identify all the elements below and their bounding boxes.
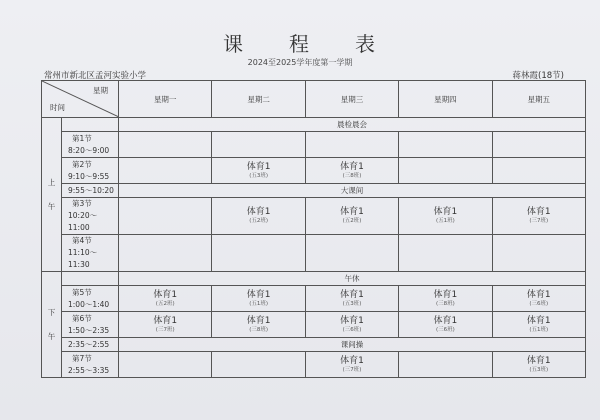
period-name: 第1节 bbox=[72, 133, 92, 143]
morning-char-1: 上 bbox=[47, 177, 56, 187]
period-time: 10:20～11:00 bbox=[68, 211, 98, 232]
cell-class: (三8班) bbox=[342, 172, 362, 179]
day-header-wed: 星期三 bbox=[305, 81, 398, 118]
cell-class: (五1班) bbox=[435, 218, 455, 224]
schedule-cell bbox=[492, 352, 585, 378]
period-row-3 bbox=[42, 198, 586, 235]
schedule-cell bbox=[492, 235, 585, 272]
cell-class: (三6班) bbox=[435, 326, 455, 333]
schedule-cell bbox=[212, 312, 305, 338]
period-name: 第6节 bbox=[72, 313, 92, 323]
schedule-cell bbox=[119, 158, 212, 184]
school-name: 常州市新北区孟河实验小学 bbox=[44, 71, 147, 81]
schedule-cell bbox=[305, 286, 398, 312]
cell-subject: 体育1 bbox=[153, 315, 178, 326]
period-row-5 bbox=[42, 286, 586, 312]
exercise-break-time: 2:35～2:55 bbox=[62, 338, 119, 352]
schedule-cell bbox=[119, 312, 212, 338]
period-time: 8:20～9:00 bbox=[68, 145, 110, 155]
cell-subject: 体育1 bbox=[246, 207, 271, 217]
day-header-thu: 星期四 bbox=[399, 81, 492, 118]
cell-class: (三7班) bbox=[155, 326, 175, 333]
schedule-cell bbox=[212, 352, 305, 378]
period-time: 1:00～1:40 bbox=[68, 299, 110, 309]
cell-class: (三7班) bbox=[342, 366, 362, 373]
schedule-cell bbox=[399, 198, 492, 235]
cell-subject: 体育1 bbox=[246, 315, 271, 326]
period-name: 第4节 bbox=[72, 236, 92, 245]
page-title bbox=[0, 28, 600, 57]
afternoon-label bbox=[42, 272, 62, 378]
noon-break-row bbox=[42, 272, 586, 286]
cell-subject: 体育1 bbox=[340, 207, 364, 217]
schedule-cell bbox=[399, 235, 492, 272]
header-corner bbox=[42, 81, 119, 118]
cell-class: (三7班) bbox=[529, 218, 549, 224]
period-row-6 bbox=[42, 312, 586, 338]
morning-break-label: 晨检晨会 bbox=[119, 118, 586, 132]
day-header-tue: 星期二 bbox=[212, 81, 305, 118]
period-name: 第7节 bbox=[72, 353, 92, 363]
big-break-time: 9:55～10:20 bbox=[62, 184, 119, 198]
schedule-cell bbox=[492, 312, 585, 338]
cell-subject: 体育1 bbox=[433, 315, 458, 326]
afternoon-char-2: 午 bbox=[47, 331, 56, 341]
noon-break-time bbox=[62, 272, 119, 286]
period-time: 2:55～3:35 bbox=[68, 365, 110, 375]
cell-subject: 体育1 bbox=[246, 161, 271, 172]
schedule-cell bbox=[119, 198, 212, 235]
period-row-2 bbox=[42, 158, 586, 184]
cell-subject: 体育1 bbox=[526, 355, 551, 366]
period-row-1 bbox=[42, 132, 586, 158]
cell-subject: 体育1 bbox=[340, 161, 364, 172]
morning-char-2: 午 bbox=[47, 201, 56, 211]
cell-subject: 体育1 bbox=[153, 289, 178, 300]
cell-class: (五3班) bbox=[342, 300, 362, 307]
schedule-cell bbox=[305, 158, 398, 184]
schedule-cell bbox=[305, 235, 398, 272]
title-char-3: 表 bbox=[355, 32, 377, 56]
period-label bbox=[62, 132, 119, 158]
schedule-cell bbox=[492, 132, 585, 158]
day-header-mon: 星期一 bbox=[119, 81, 212, 118]
schedule-cell bbox=[119, 352, 212, 378]
schedule-cell bbox=[399, 132, 492, 158]
cell-class: (五2班) bbox=[342, 218, 362, 224]
title-char-2: 程 bbox=[289, 32, 311, 56]
cell-subject: 体育1 bbox=[526, 315, 551, 326]
period-label bbox=[62, 235, 119, 272]
schedule-cell bbox=[399, 352, 492, 378]
morning-label bbox=[42, 118, 62, 272]
cell-class: (三6班) bbox=[342, 326, 362, 333]
cell-class: (五2班) bbox=[155, 300, 175, 307]
period-time: 11:10～11:30 bbox=[68, 248, 98, 269]
period-label bbox=[62, 286, 119, 312]
period-name: 第2节 bbox=[72, 159, 92, 169]
corner-label-time: 时间 bbox=[50, 103, 65, 112]
big-break-label: 大课间 bbox=[119, 184, 586, 198]
schedule-cell bbox=[119, 132, 212, 158]
school-year: 2024至2025学年度第一学期 bbox=[247, 58, 353, 67]
schedule-cell bbox=[212, 198, 305, 235]
period-row-4 bbox=[42, 235, 586, 272]
header-row bbox=[42, 81, 586, 118]
cell-class: (三8班) bbox=[435, 300, 455, 307]
title-char-1: 课 bbox=[223, 32, 245, 56]
cell-subject: 体育1 bbox=[340, 355, 364, 366]
schedule-cell bbox=[119, 286, 212, 312]
morning-break-time bbox=[62, 118, 119, 132]
cell-class: (五3班) bbox=[249, 172, 268, 179]
period-time: 9:10～9:55 bbox=[68, 171, 110, 181]
schedule-cell bbox=[399, 312, 492, 338]
period-time: 1:50～2:35 bbox=[68, 325, 110, 335]
period-label bbox=[62, 352, 119, 378]
cell-subject: 体育1 bbox=[340, 289, 364, 300]
cell-class: (五2班) bbox=[249, 218, 268, 224]
morning-break-row bbox=[42, 118, 586, 132]
period-label bbox=[62, 158, 119, 184]
day-header-fri: 星期五 bbox=[492, 81, 585, 118]
schedule-cell bbox=[305, 132, 398, 158]
period-label bbox=[62, 198, 119, 235]
cell-class: (五3班) bbox=[529, 366, 549, 373]
schedule-cell bbox=[119, 235, 212, 272]
schedule-cell bbox=[212, 132, 305, 158]
cell-class: (三6班) bbox=[529, 300, 549, 307]
cell-subject: 体育1 bbox=[526, 289, 551, 300]
cell-subject: 体育1 bbox=[246, 289, 271, 300]
schedule-cell bbox=[212, 235, 305, 272]
period-row-7 bbox=[42, 352, 586, 378]
schedule-cell bbox=[212, 158, 305, 184]
schedule-cell bbox=[305, 198, 398, 235]
teacher-name: 蒋林霞(18节) bbox=[512, 71, 564, 81]
corner-label-day: 星期 bbox=[93, 86, 108, 95]
schedule-cell bbox=[305, 352, 398, 378]
schedule-cell bbox=[399, 286, 492, 312]
schedule-cell bbox=[305, 312, 398, 338]
afternoon-char-1: 下 bbox=[47, 307, 56, 317]
cell-subject: 体育1 bbox=[526, 207, 551, 217]
cell-subject: 体育1 bbox=[340, 315, 364, 326]
cell-subject: 体育1 bbox=[433, 289, 458, 300]
schedule-cell bbox=[492, 198, 585, 235]
cell-class: (三8班) bbox=[249, 326, 268, 333]
exercise-break-row bbox=[42, 338, 586, 352]
period-name: 第5节 bbox=[72, 287, 92, 297]
schedule-cell bbox=[212, 286, 305, 312]
schedule-table bbox=[41, 80, 586, 378]
cell-subject: 体育1 bbox=[433, 207, 458, 217]
cell-class: (五1班) bbox=[529, 326, 549, 333]
big-break-row bbox=[42, 184, 586, 198]
cell-class: (五1班) bbox=[249, 300, 268, 307]
period-name: 第3节 bbox=[72, 199, 92, 208]
noon-break-label: 午休 bbox=[119, 272, 586, 286]
schedule-cell bbox=[492, 158, 585, 184]
period-label bbox=[62, 312, 119, 338]
exercise-break-label: 课间操 bbox=[119, 338, 586, 352]
schedule-cell bbox=[399, 158, 492, 184]
schedule-cell bbox=[492, 286, 585, 312]
